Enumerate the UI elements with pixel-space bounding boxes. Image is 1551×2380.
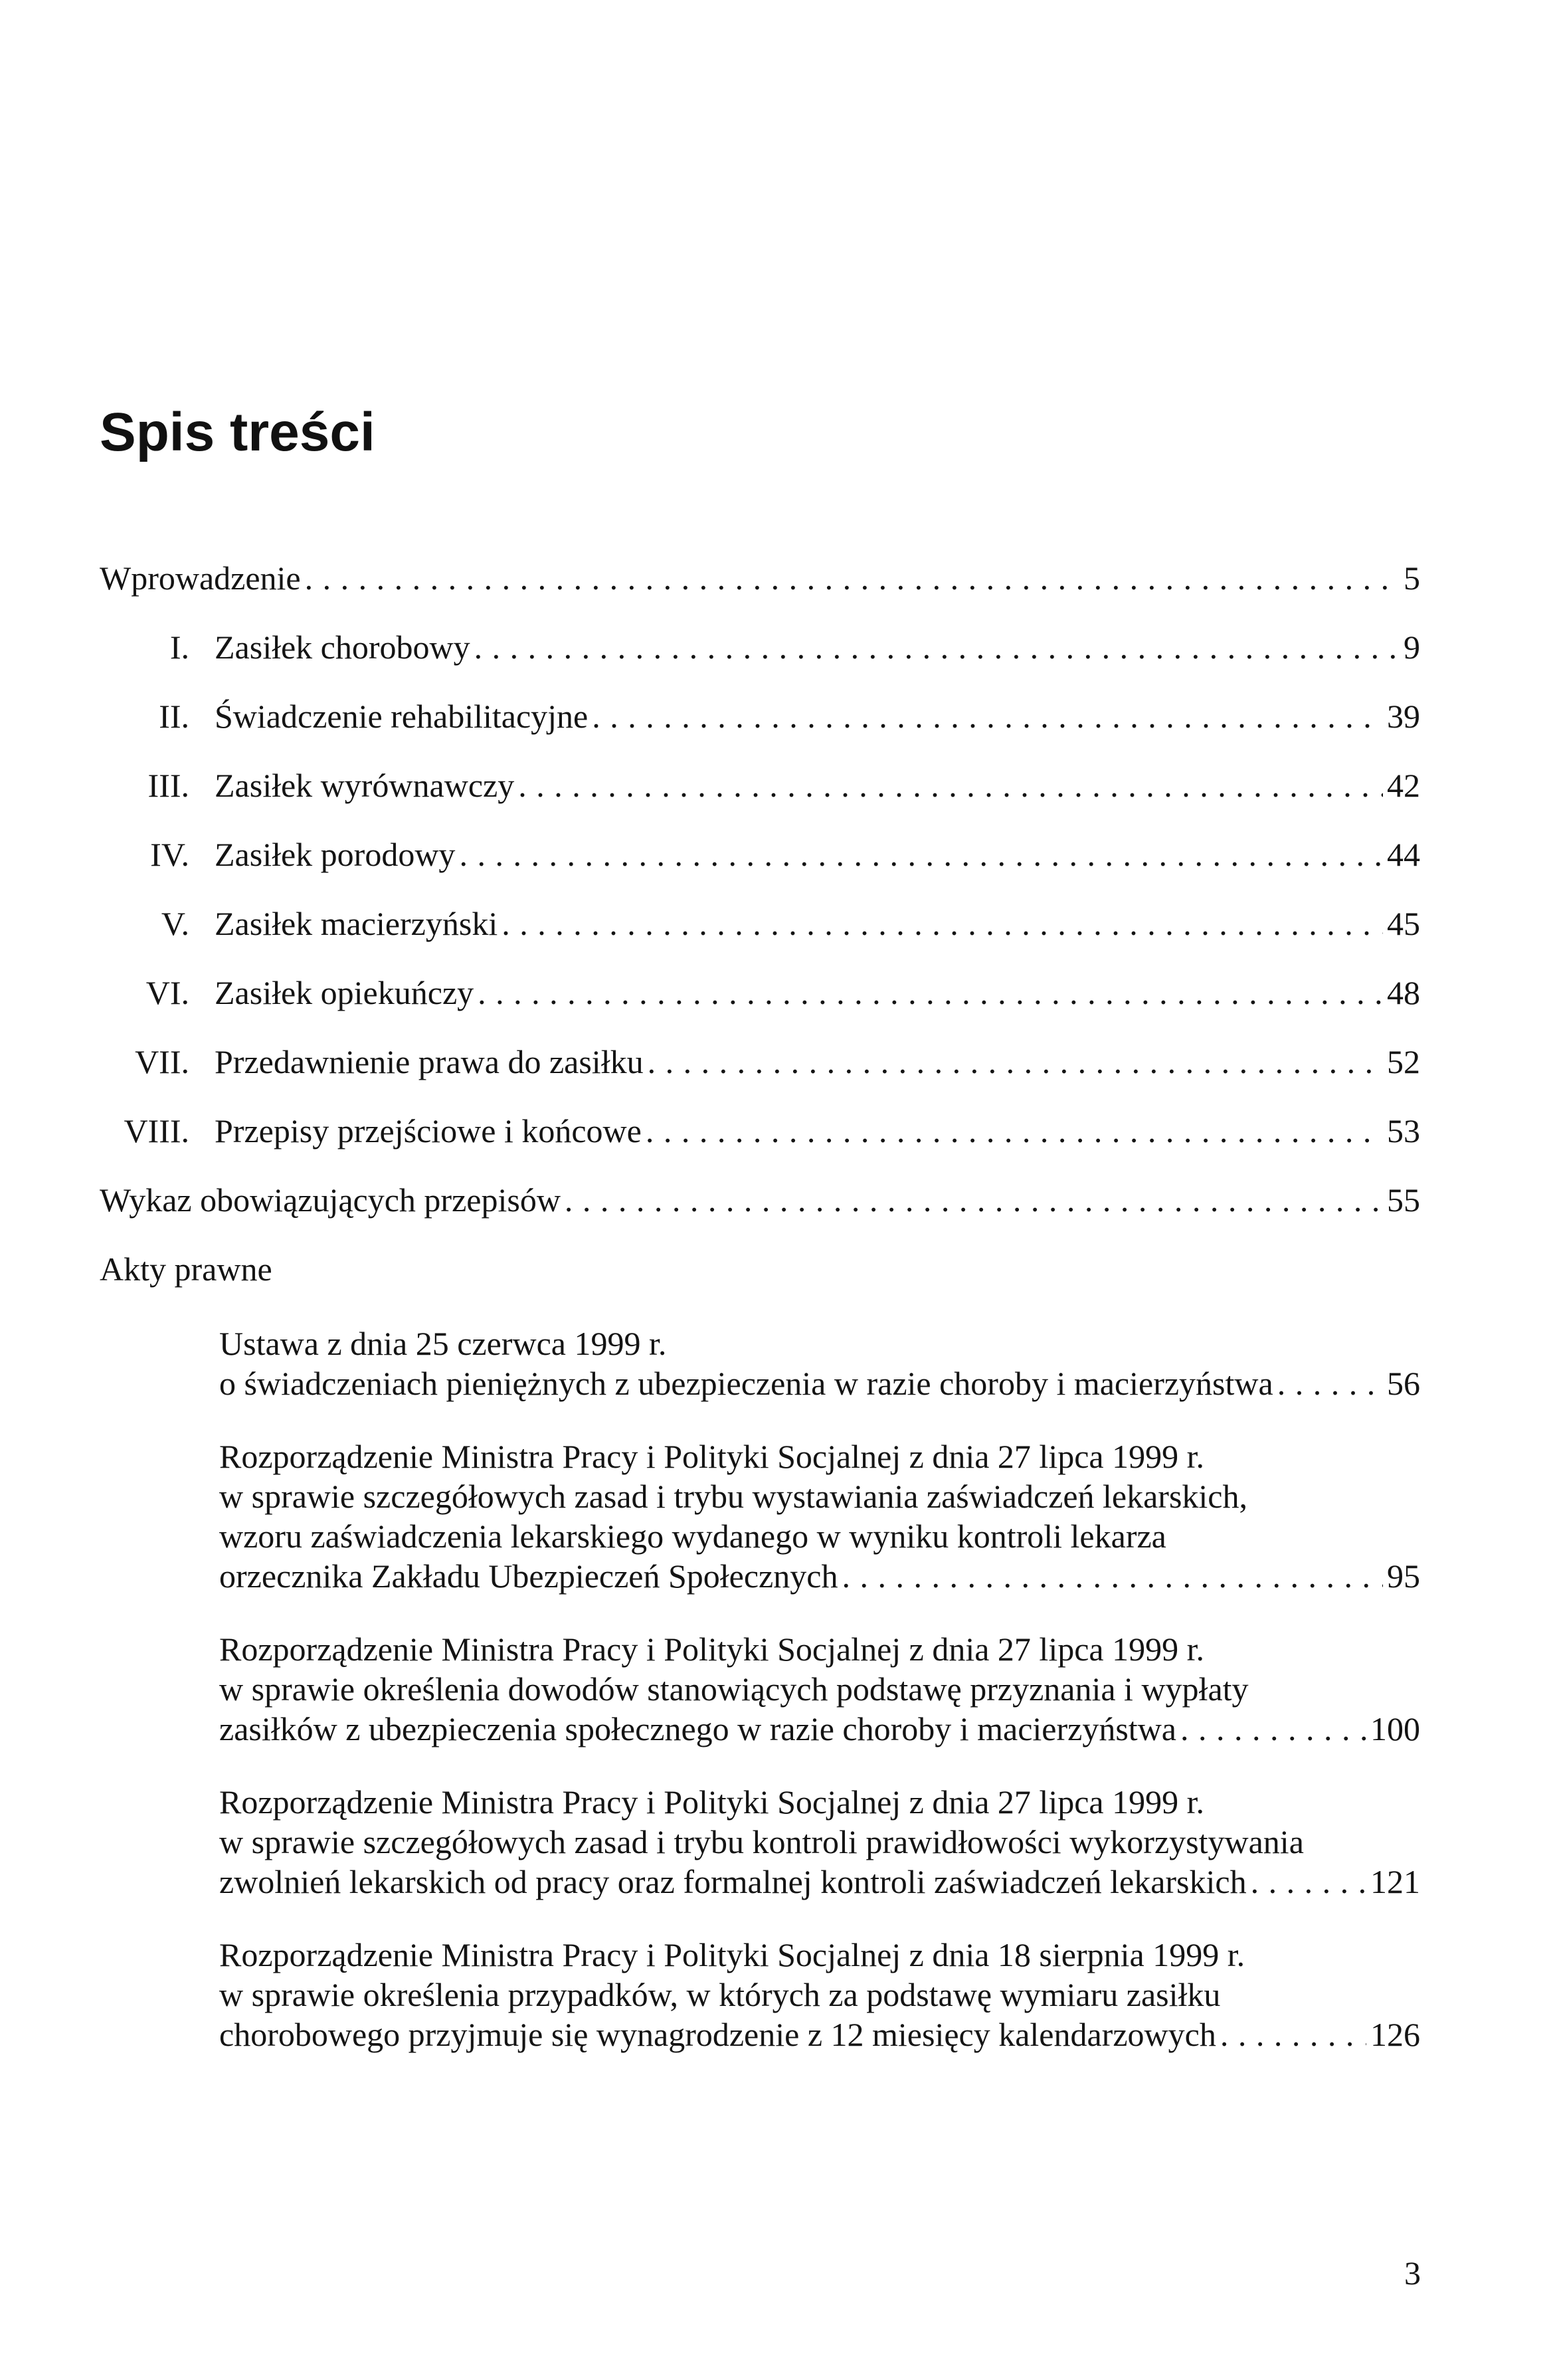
legal-act-line: wzoru zaświadczenia lekarskiego wydanego w wyniku kontroli lekarza: [219, 1518, 1166, 1555]
table-of-contents: [100, 558, 1420, 2088]
toc-entry-page: 55: [1387, 1181, 1420, 1219]
legal-act-line: o świadczeniach pieniężnych z ubezpieczenia w razie choroby i macierzyństwa: [219, 1365, 1273, 1402]
chapter-page: 48: [1387, 974, 1420, 1011]
dot-leader: [305, 558, 1400, 598]
dot-leader: [1220, 2015, 1366, 2054]
legal-act-line: zwolnień lekarskich od pracy oraz formalnej kontroli zaświadczeń lekarskich: [219, 1863, 1247, 1900]
legal-act-entry: [219, 1437, 1420, 1596]
legal-act-line: Rozporządzenie Ministra Pracy i Polityki Socjalnej z dnia 27 lipca 1999 r.: [219, 1783, 1204, 1821]
legal-act-page: 56: [1387, 1365, 1420, 1402]
dot-leader: [502, 904, 1383, 943]
legal-act-last-line: [219, 1556, 1420, 1596]
chapter-page: 45: [1387, 905, 1420, 942]
dot-leader: [842, 1556, 1383, 1596]
chapter-title: Zasiłek opiekuńczy: [215, 974, 474, 1011]
chapter-title: Świadczenie rehabilitacyjne: [215, 698, 589, 735]
page-title: Spis treści: [100, 402, 375, 462]
toc-chapter-5: [100, 904, 1420, 943]
chapter-title: Przedawnienie prawa do zasiłku: [215, 1043, 644, 1080]
dot-leader: [1277, 1363, 1383, 1403]
chapter-page: 39: [1387, 698, 1420, 735]
legal-act-line: w sprawie szczegółowych zasad i trybu kontroli prawidłowości wykorzystywania: [219, 1823, 1304, 1860]
legal-act-line: w sprawie określenia przypadków, w których za podstawę wymiaru zasiłku: [219, 1976, 1221, 2013]
chapter-number: I.: [169, 629, 189, 666]
legal-acts-heading: Akty prawne: [100, 1250, 272, 1288]
dot-leader: [592, 696, 1383, 736]
legal-act-line: Rozporządzenie Ministra Pracy i Polityki Socjalnej z dnia 18 sierpnia 1999 r.: [219, 1936, 1245, 1973]
legal-act-last-line: [219, 1363, 1420, 1403]
chapter-page: 53: [1387, 1112, 1420, 1149]
dot-leader: [646, 1111, 1383, 1151]
legal-act-line: Rozporządzenie Ministra Pracy i Polityki Socjalnej z dnia 27 lipca 1999 r.: [219, 1631, 1204, 1668]
toc-entry-page: 5: [1404, 559, 1420, 597]
chapter-page: 42: [1387, 767, 1420, 804]
chapter-number: IV.: [150, 836, 189, 873]
legal-act-line: orzecznika Zakładu Ubezpieczeń Społecznych: [219, 1557, 838, 1595]
legal-act-line: Rozporządzenie Ministra Pracy i Polityki Socjalnej z dnia 27 lipca 1999 r.: [219, 1438, 1204, 1475]
chapter-page: 9: [1404, 629, 1420, 666]
chapter-number: III.: [147, 767, 189, 804]
legal-act-page: 95: [1387, 1557, 1420, 1595]
toc-chapter-8: [100, 1111, 1420, 1151]
chapter-number: VI.: [145, 974, 189, 1011]
chapter-number: VII.: [135, 1043, 189, 1080]
toc-entry-intro: [100, 558, 1420, 598]
legal-act-entry: [219, 1629, 1420, 1749]
legal-act-line: zasiłków z ubezpieczenia społecznego w razie choroby i macierzyństwa: [219, 1710, 1176, 1747]
toc-entry-regulations: [100, 1180, 1420, 1220]
chapter-page: 52: [1387, 1043, 1420, 1080]
legal-act-line: Ustawa z dnia 25 czerwca 1999 r.: [219, 1325, 667, 1362]
legal-act-last-line: [219, 2015, 1420, 2054]
dot-leader: [565, 1180, 1383, 1220]
legal-act-last-line: [219, 1709, 1420, 1749]
chapter-title: Zasiłek porodowy: [215, 836, 456, 873]
toc-chapter-7: [100, 1042, 1420, 1082]
toc-chapter-3: [100, 765, 1420, 805]
legal-act-page: 100: [1370, 1710, 1420, 1747]
chapter-title: Zasiłek chorobowy: [215, 629, 470, 666]
dot-leader: [1251, 1862, 1366, 1902]
chapter-page: 44: [1387, 836, 1420, 873]
legal-act-last-line: [219, 1862, 1420, 1902]
legal-act-line: chorobowego przyjmuje się wynagrodzenie z 12 miesięcy kalendarzowych: [219, 2016, 1216, 2053]
legal-act-page: 121: [1370, 1863, 1420, 1900]
legal-act-entry: [219, 1782, 1420, 1902]
legal-act-line: w sprawie szczegółowych zasad i trybu wystawiania zaświadczeń lekarskich,: [219, 1478, 1247, 1515]
dot-leader: [1180, 1709, 1366, 1749]
chapter-title: Zasiłek wyrównawczy: [215, 767, 515, 804]
toc-chapter-4: [100, 835, 1420, 874]
page-number: 3: [1404, 2254, 1421, 2292]
chapter-number: V.: [161, 905, 189, 942]
toc-chapter-2: [100, 696, 1420, 736]
chapter-number: II.: [159, 698, 189, 735]
dot-leader: [478, 973, 1383, 1013]
chapter-number: VIII.: [124, 1112, 189, 1149]
chapter-title: Przepisy przejściowe i końcowe: [215, 1112, 642, 1149]
dot-leader: [459, 835, 1383, 874]
legal-act-page: 126: [1370, 2016, 1420, 2053]
toc-chapter-6: [100, 973, 1420, 1013]
toc-entry-label: Wykaz obowiązujących przepisów: [100, 1181, 561, 1219]
chapter-title: Zasiłek macierzyński: [215, 905, 498, 942]
toc-chapter-1: [100, 627, 1420, 667]
toc-entry-label: Wprowadzenie: [100, 559, 301, 597]
legal-act-line: w sprawie określenia dowodów stanowiących podstawę przyznania i wypłaty: [219, 1670, 1249, 1708]
legal-acts-list: [219, 1324, 1420, 2054]
dot-leader: [648, 1042, 1383, 1082]
dot-leader: [474, 627, 1400, 667]
dot-leader: [518, 765, 1383, 805]
legal-act-entry: [219, 1935, 1420, 2054]
legal-act-entry: [219, 1324, 1420, 1403]
